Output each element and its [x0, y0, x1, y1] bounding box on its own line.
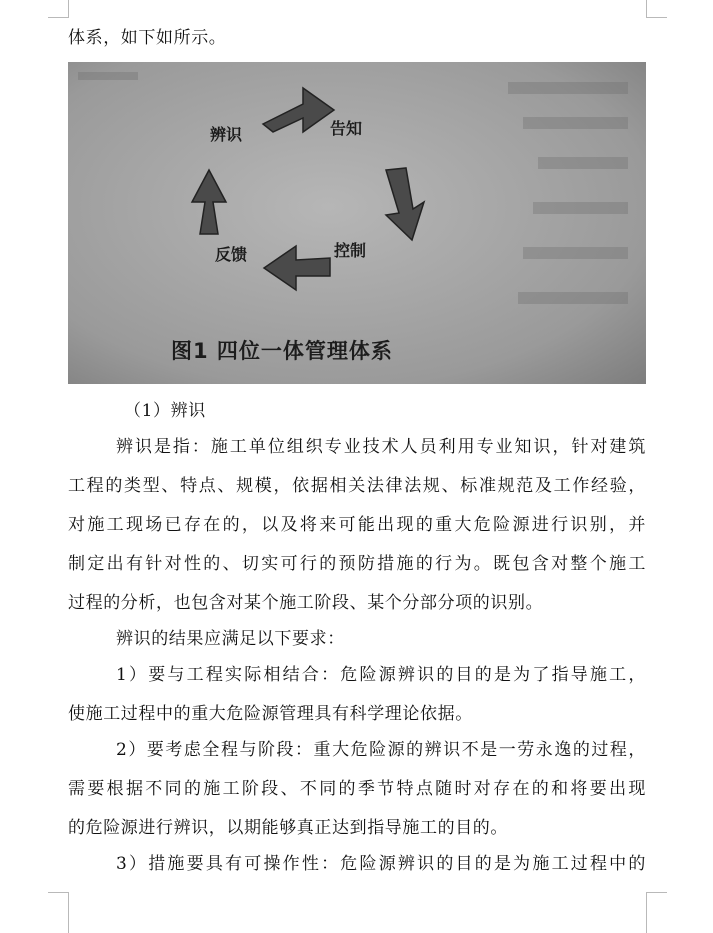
- text-line: 对施工现场已存在的，以及将来可能出现的重大危险源进行识别，并: [68, 515, 646, 535]
- cycle-diagram: [68, 62, 646, 384]
- page-corner-mark: [646, 892, 667, 933]
- page-corner-mark: [48, 892, 69, 933]
- text-line: 体系，如下如所示。: [68, 28, 227, 48]
- text-line: 辨识是指：施工单位组织专业技术人员利用专业知识，针对建筑: [116, 437, 646, 457]
- text-line: 过程的分析，也包含对某个施工阶段、某个分部分项的识别。: [68, 593, 544, 613]
- figure-caption: 图1 四位一体管理体系: [171, 339, 393, 363]
- text-line: 辨识的结果应满足以下要求：: [116, 629, 345, 649]
- text-line: 的危险源进行辨识，以期能够真正达到指导施工的目的。: [68, 818, 508, 838]
- section-heading: （1）辨识: [124, 401, 206, 421]
- label-identify: 辨识: [210, 125, 243, 144]
- text-line: 1）要与工程实际相结合：危险源辨识的目的是为了指导施工，: [116, 665, 646, 685]
- label-inform: 告知: [330, 119, 363, 138]
- text-line: 制定出有针对性的、切实可行的预防措施的行为。既包含对整个施工: [68, 554, 646, 574]
- figure-photo: [68, 62, 646, 384]
- label-feedback: 反馈: [215, 245, 248, 264]
- text-line: 工程的类型、特点、规模，依据相关法律法规、标准规范及工作经验，: [68, 476, 646, 496]
- label-control: 控制: [334, 241, 367, 260]
- text-line: 3）措施要具有可操作性：危险源辨识的目的是为施工过程中的: [116, 854, 646, 874]
- text-line: 2）要考虑全程与阶段：重大危险源的辨识不是一劳永逸的过程，: [116, 740, 646, 760]
- text-line: 使施工过程中的重大危险源管理具有科学理论依据。: [68, 704, 473, 724]
- page-corner-mark: [48, 0, 69, 18]
- text-line: 需要根据不同的施工阶段、不同的季节特点随时对存在的和将要出现: [68, 779, 646, 799]
- page-corner-mark: [646, 0, 667, 18]
